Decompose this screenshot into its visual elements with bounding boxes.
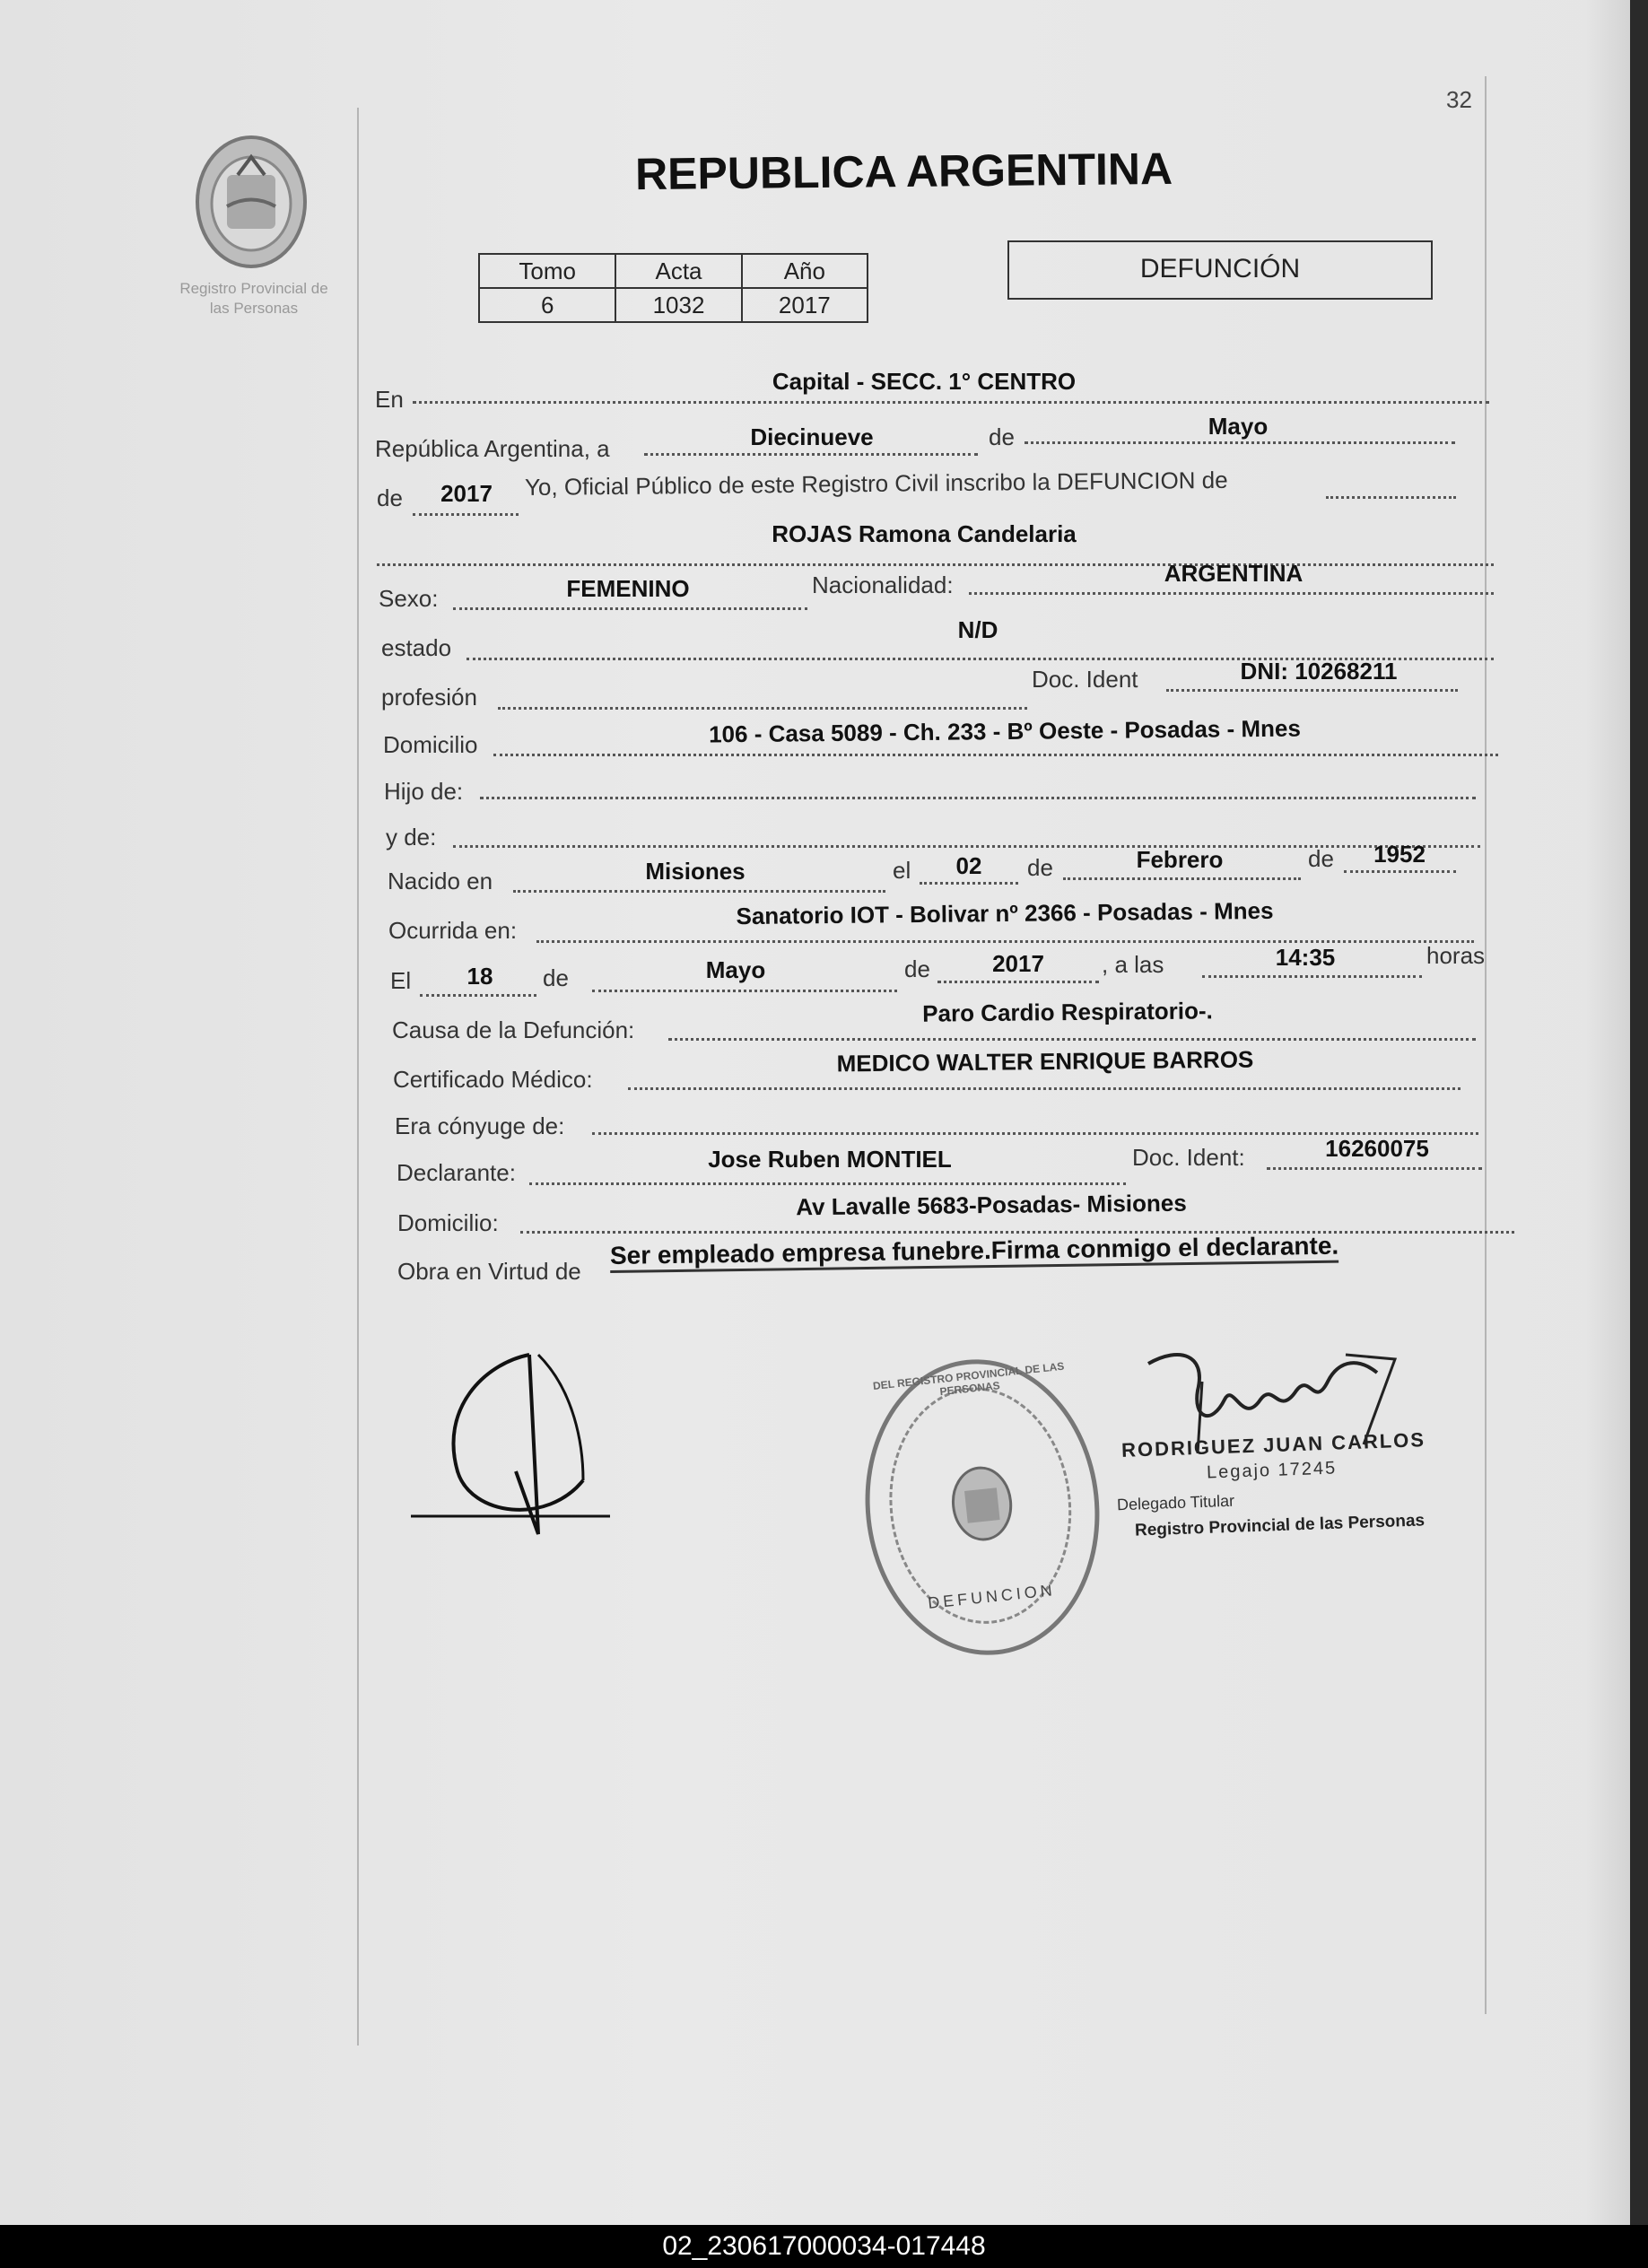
dotted-line	[592, 990, 897, 992]
label-de: de	[543, 964, 569, 991]
dotted-line	[1025, 441, 1455, 444]
document-title: REPUBLICA ARGENTINA	[634, 143, 1173, 200]
officer-office: Registro Provincial de las Personas	[1134, 1511, 1426, 1540]
label-obra-en-virtud: Obra en Virtud de	[397, 1258, 581, 1285]
label-horas: horas	[1426, 942, 1486, 969]
field-def-hora: 14:35	[1275, 944, 1336, 971]
field-declarante-domicilio: Av Lavalle 5683-Posadas- Misiones	[796, 1189, 1187, 1221]
label-nacionalidad: Nacionalidad:	[812, 571, 954, 598]
label-de: de	[989, 423, 1015, 450]
label-de: de	[904, 955, 930, 982]
table-header-anio: Año	[742, 254, 868, 288]
page-number: 32	[1446, 86, 1472, 113]
label-yo-oficial: Yo, Oficial Público de este Registro Civil inscribo la DEFUNCION de	[524, 466, 1228, 501]
officer-legajo: Legajo 17245	[1206, 1458, 1338, 1483]
officer-name: RODRIGUEZ JUAN CARLOS	[1120, 1428, 1426, 1461]
dotted-line	[413, 401, 1489, 404]
dotted-line	[513, 890, 885, 893]
field-lugar: Capital - SECC. 1° CENTRO	[772, 368, 1077, 395]
stamp-coat-of-arms-icon	[942, 1459, 1022, 1547]
label-ocurrida-en: Ocurrida en:	[388, 917, 518, 944]
label-estado: estado	[381, 634, 452, 661]
field-estado: N/D	[957, 616, 998, 643]
label-de: de	[377, 484, 403, 511]
field-declarante-doc: 16260075	[1325, 1135, 1429, 1162]
dotted-line	[1202, 975, 1422, 978]
label-certificado: Certificado Médico:	[393, 1066, 593, 1093]
dotted-line	[1166, 689, 1458, 692]
dotted-line	[493, 754, 1498, 756]
label-hijo-de: Hijo de:	[384, 778, 464, 805]
label-de: de	[1308, 845, 1334, 872]
field-nombre: ROJAS Ramona Candelaria	[772, 520, 1077, 547]
label-causa: Causa de la Defunción:	[392, 1016, 635, 1043]
table-value-anio: 2017	[742, 288, 868, 322]
seal-caption-line1: Registro Provincial de	[179, 280, 328, 297]
page-shadow	[1585, 0, 1630, 2225]
label-conyuge: Era cónyuge de:	[395, 1112, 565, 1139]
label-sexo: Sexo:	[379, 585, 439, 612]
dotted-line	[1326, 496, 1456, 499]
field-doc-ident: DNI: 10268211	[1240, 658, 1398, 685]
table-header-tomo: Tomo	[479, 254, 615, 288]
dotted-line	[520, 1231, 1514, 1234]
official-stamp	[850, 1348, 1113, 1666]
dotted-line	[529, 1182, 1126, 1185]
label-nacido-en: Nacido en	[388, 868, 493, 894]
page-edge	[1630, 0, 1648, 2225]
field-nac-anio: 1952	[1373, 841, 1426, 868]
field-certificado: MEDICO WALTER ENRIQUE BARROS	[836, 1045, 1254, 1077]
dotted-line	[668, 1038, 1476, 1041]
field-def-dia: 18	[466, 963, 493, 990]
table-value-acta: 1032	[615, 288, 741, 322]
field-causa: Paro Cardio Respiratorio-.	[922, 997, 1213, 1027]
table-value-tomo: 6	[479, 288, 615, 322]
dotted-line	[628, 1087, 1461, 1090]
field-nac-mes: Febrero	[1136, 846, 1224, 873]
label-y-de: y de:	[386, 824, 437, 850]
label-republica-a: República Argentina, a	[375, 435, 610, 462]
field-def-anio: 2017	[992, 950, 1044, 977]
label-a-las: , a las	[1102, 951, 1164, 978]
table-header-acta: Acta	[615, 254, 741, 288]
dotted-line	[920, 882, 1018, 885]
field-declarante: Jose Ruben MONTIEL	[708, 1146, 952, 1173]
stamp-center-text: DEFUNCION	[927, 1581, 1057, 1612]
declarant-signature-icon	[404, 1337, 628, 1561]
dotted-line	[1267, 1167, 1482, 1170]
dotted-line	[937, 981, 1099, 983]
dotted-line	[644, 453, 978, 456]
label-declarante: Declarante:	[397, 1159, 516, 1186]
field-nacido-en: Misiones	[645, 858, 746, 885]
label-de: de	[1027, 854, 1053, 881]
footer-bar	[0, 2225, 1648, 2268]
tomo-acta-table	[478, 253, 868, 323]
label-el: El	[390, 967, 412, 994]
record-type-box: DEFUNCIÓN	[1007, 240, 1433, 300]
right-margin-rule	[1485, 76, 1487, 2014]
field-mes-inscripcion: Mayo	[1208, 413, 1269, 440]
field-sexo: FEMENINO	[566, 575, 690, 602]
footer-document-id: 02_230617000034-017448	[662, 2231, 986, 2261]
officer-role: Delegado Titular	[1116, 1491, 1235, 1514]
dotted-line	[1063, 877, 1301, 880]
field-obra-en-virtud: Ser empleado empresa funebre.Firma conmigo el declarante.	[610, 1232, 1339, 1273]
label-domicilio: Domicilio	[383, 731, 478, 758]
label-el: el	[893, 857, 911, 884]
dotted-line	[453, 607, 807, 610]
seal-caption-line2: las Personas	[209, 300, 299, 317]
dotted-line	[536, 940, 1474, 943]
field-domicilio: 106 - Casa 5089 - Ch. 233 - Bº Oeste - Posadas - Mnes	[708, 714, 1302, 748]
provincial-seal-icon	[184, 121, 318, 274]
label-doc-ident: Doc. Ident:	[1132, 1144, 1245, 1171]
field-def-mes: Mayo	[705, 956, 766, 983]
label-domicilio: Domicilio:	[397, 1209, 499, 1236]
field-anio-inscripcion: 2017	[440, 480, 493, 507]
dotted-line	[1344, 870, 1456, 873]
field-nac-dia: 02	[955, 852, 982, 879]
dotted-line	[969, 592, 1494, 595]
label-en: En	[375, 386, 404, 413]
field-nacionalidad: ARGENTINA	[1164, 560, 1304, 587]
label-doc-ident: Doc. Ident	[1032, 666, 1138, 693]
label-profesion: profesión	[381, 684, 477, 711]
stamp-ring-text: DEL REGISTRO PROVINCIAL DE LAS PERSONAS	[872, 1359, 1065, 1399]
dotted-line	[480, 797, 1476, 799]
dotted-line	[420, 994, 536, 997]
left-margin-rule	[357, 108, 359, 2046]
field-dia-texto: Diecinueve	[750, 423, 874, 450]
dotted-line	[413, 513, 519, 516]
field-ocurrida-en: Sanatorio IOT - Bolivar nº 2366 - Posadas - Mnes	[736, 896, 1274, 930]
dotted-line	[498, 707, 1027, 710]
